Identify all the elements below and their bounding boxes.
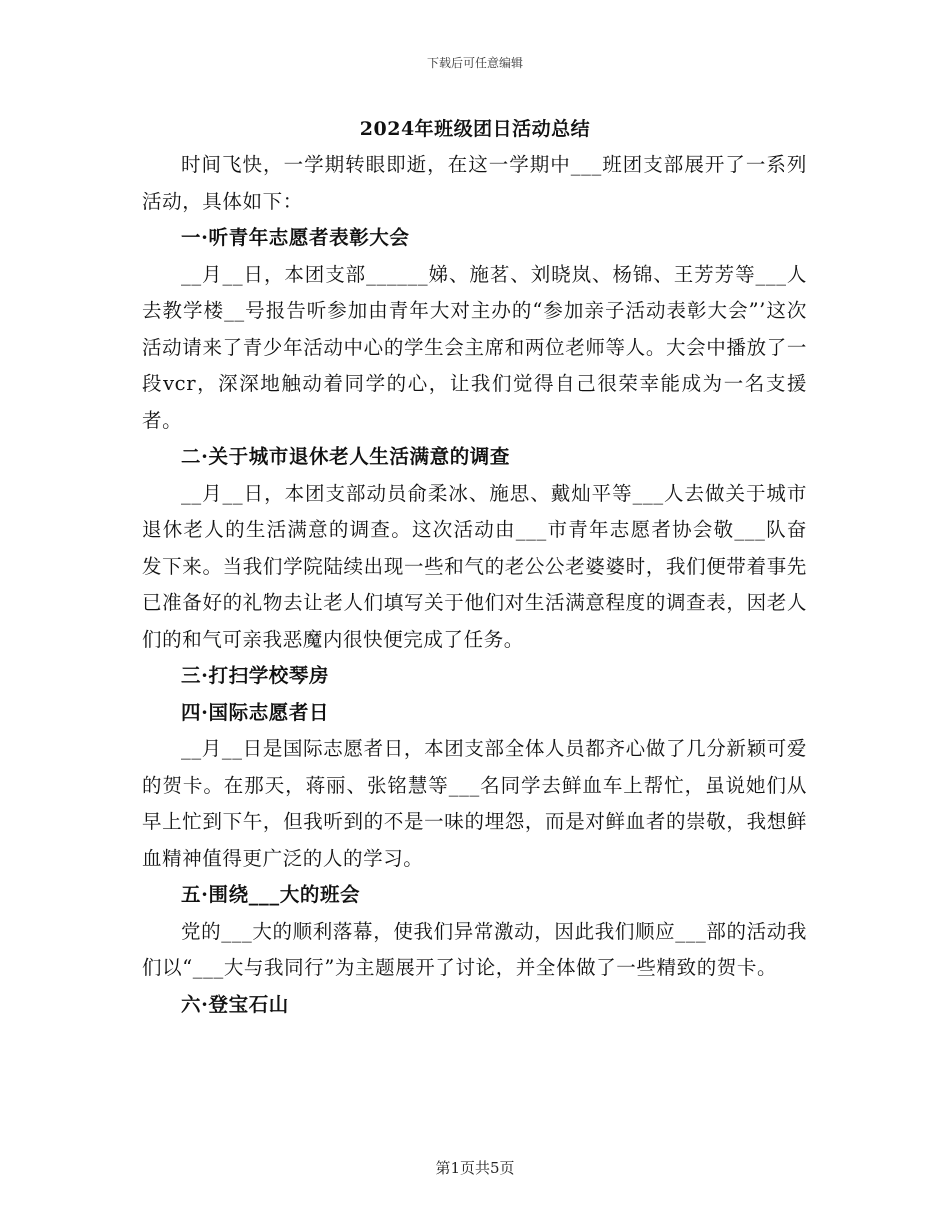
intro-paragraph: 时间飞快，一学期转眼即逝，在这一学期中___班团支部展开了一系列活动，具体如下： bbox=[142, 153, 807, 213]
section-heading-4: 四·国际志愿者日 bbox=[181, 700, 330, 724]
section-heading-2: 二·关于城市退休老人生活满意的调查 bbox=[181, 445, 510, 468]
section-body-5: 党的___大的顺利落幕，使我们异常激动，因此我们顺应___部的活动我们以“___大与我同行”为主题展开了讨论，并全体做了一些精致的贺卡。 bbox=[142, 919, 807, 979]
section-body-4: __月__日是国际志愿者日，本团支部全体人员都齐心做了几分新颖可爱的贺卡。在那天，蒋丽、张铭慧等___名同学去鲜血车上帮忙，虽说她们从早上忙到下午，但我听到的不是一味的埋怨，而是对鲜血者的崇敬，我想鲜血精神值得更广泛的人的学习。 bbox=[142, 737, 807, 870]
document-title: 2024年班级团日活动总结 bbox=[359, 118, 591, 140]
section-heading-5: 五·围绕___大的班会 bbox=[181, 883, 361, 906]
section-heading-6: 六·登宝石山 bbox=[181, 992, 289, 1016]
section-heading-3: 三·打扫学校琴房 bbox=[181, 664, 330, 687]
header-note: 下载后可任意编辑 bbox=[426, 56, 523, 70]
section-body-2: __月__日，本团支部动员俞柔冰、施思、戴灿平等___人去做关于城市退休老人的生活满意的调查。这次活动由___市青年志愿者协会敬___队奋发下来。当我们学院陆续出现一些和气的老公公老婆婆时，我们便带着事先已准备好的礼物去让老人们填写关于他们对生活满意程度的调查表，因老人们的和气可亲我恶魔内很快便完成了任务。 bbox=[142, 481, 807, 651]
section-heading-1: 一·听青年志愿者表彰大会 bbox=[181, 226, 410, 249]
document-body bbox=[142, 147, 807, 1023]
page-number: 第1页共5页 bbox=[435, 1159, 515, 1177]
section-body-1: __月__日，本团支部______娣、施茗、刘晓岚、杨锦、王芳芳等___人去教学楼__号报告听参加由青年大对主办的“参加亲子活动表彰大会”’这次活动请来了青少年活动中心的学生会主席和两位老师等人。大会中播放了一段vcr，深深地触动着同学的心，让我们觉得自己很荣幸能成为一名支援者。 bbox=[142, 262, 807, 432]
